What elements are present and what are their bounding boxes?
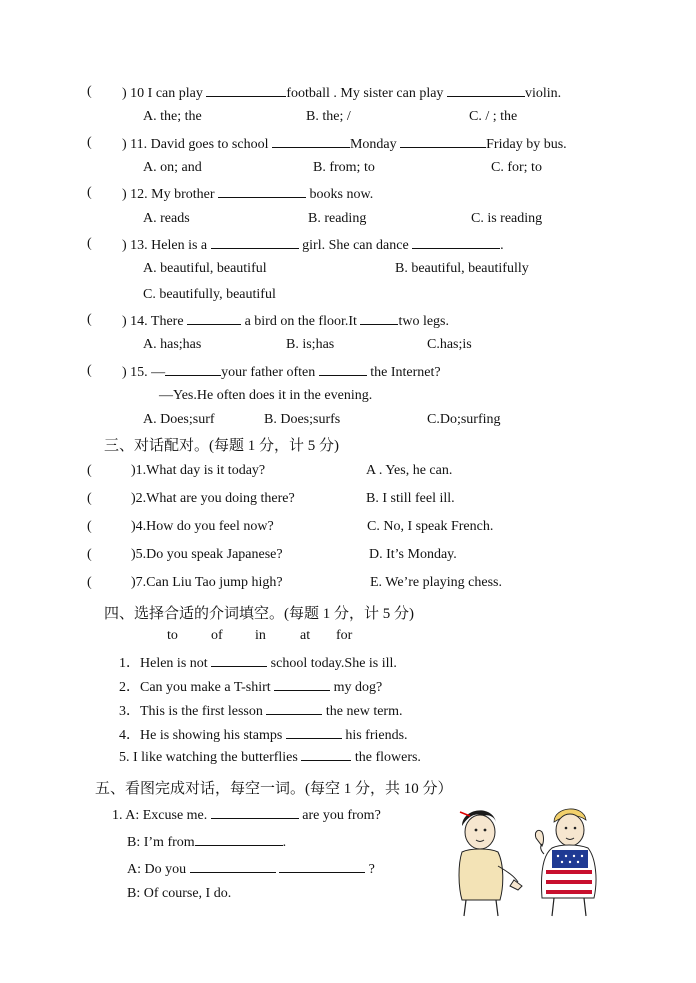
- blank[interactable]: [274, 678, 330, 691]
- option-c: C.Do;surfing: [427, 412, 501, 427]
- fill-item-end: the flowers.: [354, 750, 421, 765]
- question-14-num: ) 14. There: [122, 314, 184, 329]
- question-11: [122, 135, 567, 153]
- word-bank-item: for: [336, 628, 353, 643]
- section-3-title: 三、对话配对。(每题 1 分，计 5 分): [104, 438, 339, 454]
- dialogue-text: B: I’m from: [127, 835, 195, 850]
- word-bank-item: at: [300, 628, 311, 643]
- blank[interactable]: [195, 833, 283, 846]
- blank[interactable]: [319, 363, 367, 376]
- fill-item: [119, 652, 397, 672]
- fill-item-end: the new term.: [325, 704, 403, 719]
- dialogue-line: [127, 833, 286, 851]
- question-11-text: Monday: [349, 137, 401, 152]
- match-answer: B. I still feel ill.: [366, 491, 455, 506]
- fill-item-end: my dog?: [333, 680, 383, 695]
- option-a: A. on; and: [143, 160, 202, 175]
- match-question: )1.What day is it today?: [131, 463, 266, 478]
- question-14: [122, 312, 449, 330]
- blank[interactable]: [272, 135, 350, 148]
- answer-paren: (: [87, 575, 92, 590]
- question-15-text: your father often: [221, 365, 319, 380]
- section-5-title: 五、看图完成对话，每空一词。(每空 1 分，共 10 分）: [95, 781, 453, 797]
- dialogue-end: .: [282, 835, 287, 850]
- fill-item-end: his friends.: [345, 728, 408, 743]
- fill-item-text: Helen is not: [140, 656, 208, 671]
- answer-paren: (: [87, 84, 92, 99]
- option-a: A. the; the: [143, 109, 202, 124]
- fill-item-text: Can you make a T-shirt: [140, 680, 271, 695]
- match-answer: D. It’s Monday.: [369, 547, 457, 562]
- blank[interactable]: [360, 312, 398, 325]
- dialogue-line: [127, 886, 231, 902]
- fill-item-number: 3．: [119, 704, 140, 719]
- dialogue-line: [127, 860, 375, 878]
- question-15-num: ) 15. —: [122, 365, 166, 380]
- option-b: B. the; /: [306, 109, 351, 124]
- blank[interactable]: [447, 84, 525, 97]
- section-4-title: 四、选择合适的介词填空。(每题 1 分，计 5 分): [104, 606, 414, 622]
- option-b: B. is;has: [286, 337, 335, 352]
- fill-item-text: I like watching the butterflies: [129, 750, 298, 765]
- fill-item: [119, 676, 382, 696]
- match-question: )7.Can Liu Tao jump high?: [131, 575, 283, 590]
- option-c: C. beautifully, beautiful: [143, 287, 276, 302]
- blank[interactable]: [211, 236, 299, 249]
- blank[interactable]: [412, 236, 500, 249]
- question-13-end: .: [500, 238, 504, 253]
- match-question: )5.Do you speak Japanese?: [131, 547, 283, 562]
- option-a: A. Does;surf: [143, 412, 215, 427]
- answer-paren: (: [87, 363, 92, 378]
- option-a: A. has;has: [143, 337, 202, 352]
- question-15: [122, 363, 441, 381]
- question-12: [122, 185, 373, 203]
- question-10: [122, 84, 561, 102]
- blank[interactable]: [218, 185, 306, 198]
- answer-paren: (: [87, 135, 92, 150]
- option-c: C. for; to: [491, 160, 542, 175]
- fill-item-text: He is showing his stamps: [140, 728, 283, 743]
- option-a: A. reads: [143, 211, 190, 226]
- fill-item-end: school today.She is ill.: [270, 656, 397, 671]
- match-answer: C. No, I speak French.: [367, 519, 494, 534]
- boy-right: [535, 809, 596, 916]
- answer-paren: (: [87, 491, 92, 506]
- option-c: C. / ; the: [469, 109, 518, 124]
- option-b: B. reading: [308, 211, 367, 226]
- fill-item: [119, 748, 421, 766]
- match-question: )2.What are you doing there?: [131, 491, 295, 506]
- option-a: A. beautiful, beautiful: [143, 261, 267, 276]
- dialogue-text: A: Do you: [127, 862, 187, 877]
- dialogue-end: ?: [368, 862, 375, 877]
- match-answer: E. We’re playing chess.: [370, 575, 502, 590]
- fill-item: [119, 724, 408, 744]
- dialogue-line: [112, 806, 381, 824]
- dialogue-text: B: Of course, I do.: [127, 886, 232, 901]
- answer-paren: (: [87, 185, 92, 200]
- question-11-num: ) 11. David goes to school: [122, 137, 269, 152]
- word-bank-item: of: [211, 628, 223, 643]
- question-14-end: two legs.: [398, 314, 449, 329]
- blank[interactable]: [206, 84, 286, 97]
- question-10-end: violin.: [524, 86, 562, 101]
- boys-talking-illustration: [448, 800, 608, 918]
- blank[interactable]: [165, 363, 221, 376]
- blank[interactable]: [211, 654, 267, 667]
- dialogue-end: are you from?: [302, 808, 381, 823]
- option-c: C. is reading: [471, 211, 543, 226]
- question-10-num: ) 10 I can play: [122, 86, 203, 101]
- option-b: B. Does;surfs: [264, 412, 341, 427]
- blank[interactable]: [187, 312, 241, 325]
- blank[interactable]: [286, 726, 342, 739]
- fill-item-number: 2．: [119, 680, 140, 695]
- fill-item-text: This is the first lesson: [140, 704, 263, 719]
- match-question: )4.How do you feel now?: [131, 519, 274, 534]
- question-12-num: ) 12. My brother: [122, 187, 215, 202]
- blank[interactable]: [400, 135, 486, 148]
- word-bank-item: to: [167, 628, 178, 643]
- blank[interactable]: [279, 860, 365, 873]
- fill-item-number: 5.: [119, 750, 130, 765]
- question-13: [122, 236, 504, 254]
- match-answer: A . Yes, he can.: [366, 463, 453, 478]
- dialogue-text: 1. A: Excuse me.: [112, 808, 208, 823]
- question-10-text: football . My sister can play: [286, 86, 447, 101]
- answer-paren: (: [87, 519, 92, 534]
- blank[interactable]: [190, 860, 276, 873]
- question-14-text: a bird on the floor.It: [244, 314, 361, 329]
- blank[interactable]: [266, 702, 322, 715]
- boy-left: [459, 810, 522, 916]
- option-b: B. beautiful, beautifully: [395, 261, 529, 276]
- question-13-text: girl. She can dance: [302, 238, 413, 253]
- question-13-num: ) 13. Helen is a: [122, 238, 208, 253]
- blank[interactable]: [211, 806, 299, 819]
- answer-paren: (: [87, 236, 92, 251]
- question-11-end: Friday by bus.: [486, 137, 567, 152]
- fill-item-number: 1．: [119, 656, 140, 671]
- word-bank-item: in: [255, 628, 266, 643]
- answer-paren: (: [87, 547, 92, 562]
- fill-item-number: 4．: [119, 728, 140, 743]
- answer-paren: (: [87, 463, 92, 478]
- option-c: C.has;is: [427, 337, 472, 352]
- fill-item: [119, 700, 402, 720]
- answer-paren: (: [87, 312, 92, 327]
- question-15-end: the Internet?: [366, 365, 441, 380]
- question-15-reply: —Yes.He often does it in the evening.: [159, 388, 373, 403]
- blank[interactable]: [301, 748, 351, 761]
- question-12-text: books now.: [309, 187, 374, 202]
- option-b: B. from; to: [313, 160, 375, 175]
